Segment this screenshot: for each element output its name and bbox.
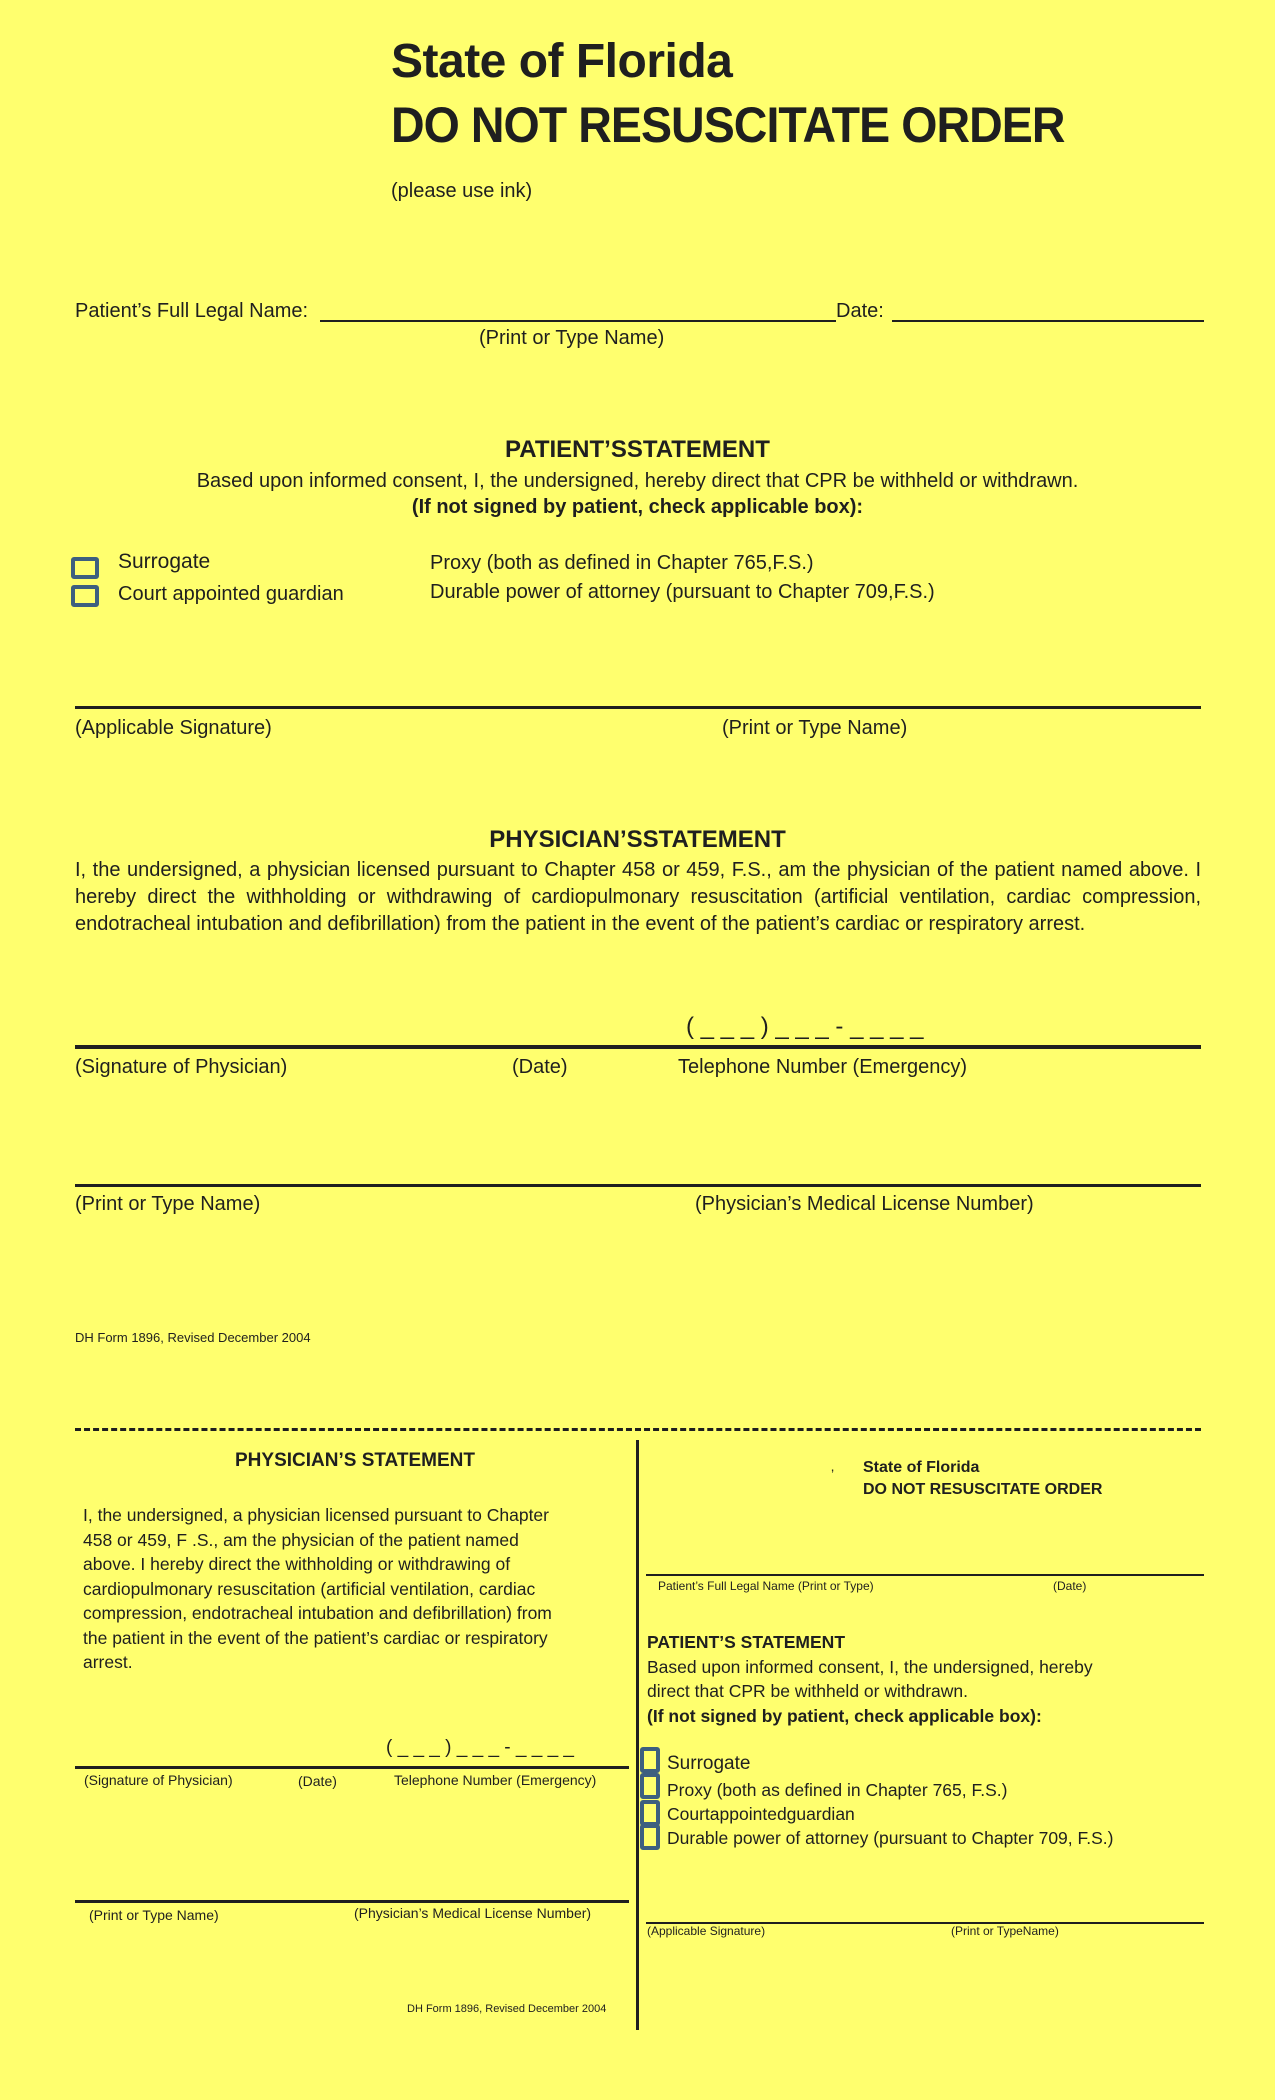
card-proxy-label: Proxy (both as defined in Chapter 765, F.S.) [667, 1780, 1008, 1800]
card-print-name-caption: (Print or Type Name) [89, 1907, 219, 1923]
physician-signature-caption: (Signature of Physician) [75, 1056, 288, 1078]
card-physician-body [83, 1503, 628, 1675]
form-main-title: DO NOT RESUSCITATE ORDER [391, 97, 1065, 153]
card-court-guardian-checkbox[interactable] [640, 1800, 660, 1826]
card-patient-name-caption: Patient’s Full Legal Name (Print or Type) [658, 1579, 874, 1593]
card-patient-name-line[interactable] [646, 1574, 1204, 1576]
card-body-line: arrest. [83, 1652, 133, 1672]
card-print-name-caption-right: (Print or TypeName) [951, 1924, 1059, 1938]
proxy-label: Proxy (both as defined in Chapter 765,F.S.) [430, 552, 814, 574]
card-patient-date-caption: (Date) [1053, 1579, 1087, 1593]
physician-statement-body: I, the undersigned, a physician licensed pursuant to Chapter 458 or 459, F.S., am the physician of the patient named above. I hereby direct the withholding or withdrawing of cardiopulmonary resuscitation (artificial ventilation, cardiac compression, endotracheal intubation and defibrillation) from the patient in the event of the patient’s cardiac or respiratory arrest. [75, 859, 1201, 935]
card-patient-consent-2: direct that CPR be withheld or withdrawn. [647, 1681, 968, 1701]
card-proxy-checkbox[interactable] [640, 1773, 660, 1799]
physician-license-caption: (Physician’s Medical License Number) [695, 1193, 1034, 1215]
patient-statement-heading: PATIENT’SSTATEMENT [505, 436, 770, 463]
date-label: Date: [836, 300, 884, 322]
surrogate-checkbox[interactable] [71, 557, 99, 579]
card-patient-consent-1: Based upon informed consent, I, the undersigned, hereby [647, 1657, 1093, 1677]
card-main-title: DO NOT RESUSCITATE ORDER [863, 1481, 1103, 1498]
card-body-line: I, the undersigned, a physician licensed pursuant to Chapter [83, 1505, 549, 1525]
card-form-id: DH Form 1896, Revised December 2004 [407, 2003, 607, 2015]
physician-print-name-line[interactable] [75, 1184, 1201, 1187]
card-durable-poa-label: Durable power of attorney (pursuant to Chapter 709, F.S.) [667, 1828, 1114, 1848]
card-fold-line [636, 1440, 639, 2030]
card-physician-heading: PHYSICIAN’S STATEMENT [235, 1450, 475, 1471]
cut-line [75, 1428, 1201, 1431]
card-applicable-signature-caption: (Applicable Signature) [647, 1924, 766, 1938]
durable-poa-label: Durable power of attorney (pursuant to Chapter 709,F.S.) [430, 581, 935, 603]
applicable-signature-caption: (Applicable Signature) [75, 717, 272, 739]
card-body-line: above. I hereby direct the withholding or withdrawing of [83, 1554, 511, 1574]
surrogate-label: Surrogate [118, 550, 211, 573]
card-signature-caption: (Signature of Physician) [84, 1772, 233, 1788]
patient-statement-instruction: (If not signed by patient, check applicable box): [411, 496, 864, 518]
card-surrogate-label: Surrogate [667, 1753, 751, 1774]
card-body-line: cardiopulmonary resuscitation (artificial ventilation, cardiac [83, 1578, 536, 1599]
court-guardian-label: Court appointed guardian [118, 583, 344, 605]
card-court-guardian-label: Courtappointedguardian [667, 1804, 855, 1824]
physician-print-name-caption: (Print or Type Name) [75, 1193, 261, 1215]
physician-phone-caption: Telephone Number (Emergency) [678, 1056, 968, 1078]
physician-signature-line[interactable] [75, 1045, 1201, 1049]
card-body-line: 458 or 459, F .S., am the physician of the patient named [83, 1529, 519, 1550]
form-state-title: State of Florida [391, 35, 733, 88]
card-patient-instruction: (If not signed by patient, check applicable box): [647, 1706, 1042, 1726]
card-body-line: compression, endotracheal intubation and defibrillation) from [83, 1603, 552, 1623]
date-field[interactable] [892, 320, 1204, 322]
card-phone-placeholder: ( _ _ _ ) _ _ _ - _ _ _ _ [386, 1737, 574, 1758]
card-phone-caption: Telephone Number (Emergency) [394, 1772, 597, 1788]
physician-statement-heading: PHYSICIAN’SSTATEMENT [489, 826, 786, 853]
card-tick-mark: ’ [831, 1466, 835, 1482]
applicable-signature-line[interactable] [75, 706, 1201, 709]
patient-name-label: Patient’s Full Legal Name: [75, 300, 309, 322]
card-durable-poa-checkbox[interactable] [640, 1824, 660, 1850]
ink-note: (please use ink) [391, 180, 533, 202]
card-print-name-line[interactable] [75, 1900, 629, 1903]
physician-date-caption: (Date) [512, 1056, 568, 1078]
card-surrogate-checkbox[interactable] [640, 1747, 660, 1773]
card-date-caption: (Date) [298, 1773, 337, 1789]
card-physician-signature-line[interactable] [75, 1766, 629, 1769]
form-id: DH Form 1896, Revised December 2004 [75, 1330, 311, 1345]
card-patient-heading: PATIENT’S STATEMENT [647, 1632, 846, 1652]
card-license-caption: (Physician’s Medical License Number) [354, 1905, 592, 1921]
court-guardian-checkbox[interactable] [71, 585, 99, 607]
physician-phone-placeholder: ( _ _ _ ) _ _ _ - _ _ _ _ [686, 1013, 924, 1040]
patient-print-name-caption: (Print or Type Name) [722, 717, 908, 739]
card-body-line: the patient in the event of the patient’s cardiac or respiratory [83, 1627, 548, 1648]
card-state-title: State of Florida [863, 1459, 980, 1476]
patient-statement-consent: Based upon informed consent, I, the undersigned, hereby direct that CPR be withheld or withdrawn. [196, 470, 1079, 492]
patient-name-field[interactable] [320, 320, 836, 322]
print-name-caption: (Print or Type Name) [479, 327, 665, 349]
